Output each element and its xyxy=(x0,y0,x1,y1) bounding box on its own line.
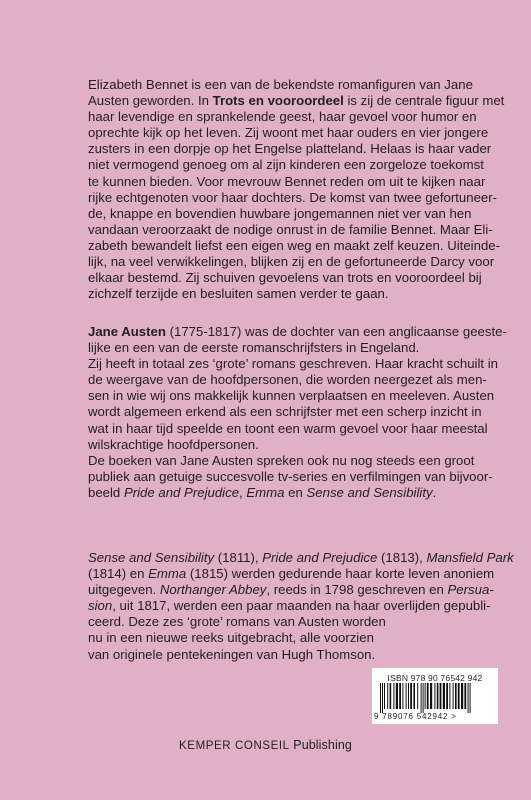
text-line: lijke en een van de eerste romanschrijfsters in Engeland. xyxy=(88,340,420,356)
barcode-bar xyxy=(417,683,418,709)
text-line: de, knappe en bovendien huwbare jongemannen niet ver van hen xyxy=(88,205,472,221)
barcode-bar xyxy=(382,683,383,713)
barcode-bar xyxy=(380,683,381,713)
barcode-bar xyxy=(384,683,385,709)
text-line: zusters in een dorpje op het Engelse platteland. Helaas is haar vader xyxy=(88,141,492,157)
barcode-bar xyxy=(468,683,469,713)
barcode-bars xyxy=(380,683,488,713)
bold-text: Jane Austen xyxy=(88,324,166,339)
text-line: rijke echtgenoten voor haar dochters. De komst van twee gefortuneer- xyxy=(88,189,498,205)
barcode-bar xyxy=(390,683,392,709)
text-line: zabeth bewandelt liefst een eigen weg en maakt zelf keuzen. Uiteinde- xyxy=(88,237,500,253)
text-line: beeld Pride and Prejudice, Emma en Sense and Sensibility. xyxy=(88,484,437,500)
text-line: haar levendige en sprankelende geest, haar gevoel voor humor en xyxy=(88,109,477,125)
italic-text: Persua- xyxy=(447,582,494,598)
barcode-bar xyxy=(461,683,463,709)
text-line: sen in wie wij ons makkelijk kunnen verplaatsen en meeleven. Austen xyxy=(88,388,495,404)
text-line: Sense and Sensibility (1811), Pride and Prejudice (1813), Mansfield Park xyxy=(88,550,514,565)
text-line: (1814) en Emma (1815) werden gedurende haar korte leven anoniem xyxy=(88,566,495,582)
author-bio-paragraph xyxy=(88,324,508,501)
barcode-bar xyxy=(453,683,454,709)
text-line: van originele pentekeningen van Hugh Thomson. xyxy=(88,646,376,662)
synopsis-paragraph xyxy=(88,77,508,302)
text-line: zichzelf terzijde en besluiten samen verder te gaan. xyxy=(88,286,389,302)
barcode-bar xyxy=(449,683,450,709)
barcode-bar xyxy=(408,683,409,709)
isbn-barcode xyxy=(372,668,498,724)
barcode-bar xyxy=(434,683,435,709)
barcode-bar xyxy=(458,683,460,709)
text-line: Zij heeft in totaal zes ‘grote’ romans geschreven. Haar kracht schuilt in xyxy=(88,356,498,372)
barcode-bar xyxy=(425,683,426,709)
isbn-label: ISBN 978 90 76542 942 xyxy=(387,673,483,683)
text-line: wilskrachtige hoofdpersonen. xyxy=(88,436,259,452)
italic-text: Pride and Prejudice xyxy=(262,550,378,565)
text-line: Austen geworden. In Trots en vooroordeel is zij de centrale figuur met xyxy=(88,93,505,109)
barcode-digits: 9 789076 542942 > xyxy=(374,712,457,721)
barcode-bar xyxy=(430,683,432,709)
italic-text: Pride and Prejudice xyxy=(123,484,240,500)
italic-text: Sense and Sensibility xyxy=(306,484,433,500)
barcode-bar xyxy=(423,683,424,713)
barcode-bar xyxy=(464,683,466,709)
publisher-imprint xyxy=(0,738,531,752)
text-line: wordt algemeen erkend als een schrijfster met een scherp inzicht in xyxy=(88,404,482,420)
barcode-bar xyxy=(393,683,394,709)
barcode-bar xyxy=(455,683,457,709)
text-line: nu in een nieuwe reeks uitgebracht, alle voorzien xyxy=(88,630,374,646)
text-line: Elizabeth Bennet is een van de bekendste romanfiguren van Jane xyxy=(88,77,473,92)
text-line: oprechte kijk op het leven. Zij woont met haar ouders en vier jongere xyxy=(88,125,489,141)
barcode-bar xyxy=(399,683,401,709)
text-line: elkaar bestemd. Zij schuiven gevoelens van trots en vooroordeel bij xyxy=(88,270,482,286)
text-line: Jane Austen (1775-1817) was de dochter van een anglicaanse geeste- xyxy=(88,324,507,339)
text-line: uitgegeven. Northanger Abbey, reeds in 1798 geschreven en Persua- xyxy=(88,582,494,598)
text-line: ceerd. Deze zes ‘grote’ romans van Austen worden xyxy=(88,614,386,630)
barcode-bar xyxy=(406,683,407,709)
text-line: vandaan veroorzaakt de nodige onrust in de familie Bennet. Maar Eli- xyxy=(88,221,493,237)
italic-text: Sense and Sensibility xyxy=(88,550,215,565)
text-line: lijk, na veel verwikkelingen, blijken zij en de gefortuneerde Darcy voor xyxy=(88,254,495,270)
italic-text: sion xyxy=(88,598,113,614)
barcode-bar xyxy=(440,683,442,709)
italic-text: Emma xyxy=(148,566,187,582)
bibliography-paragraph xyxy=(88,550,514,663)
text-line: De boeken van Jane Austen spreken ook nu nog steeds een groot xyxy=(88,452,475,468)
barcode-bar xyxy=(421,683,422,713)
barcode-bar xyxy=(443,683,445,709)
italic-text: Mansfield Park xyxy=(426,550,514,565)
barcode-bar xyxy=(437,683,439,709)
barcode-bar xyxy=(387,683,388,709)
text-line: publiek aan getuige succesvolle tv-series en verfilmingen van bijvoor- xyxy=(88,468,493,484)
barcode-bar xyxy=(427,683,429,709)
text-line: sion, uit 1817, werden een paar maanden na haar overlijden gepubli- xyxy=(88,598,491,614)
italic-text: Emma xyxy=(246,484,285,500)
barcode-bar xyxy=(470,683,471,713)
barcode-bar xyxy=(396,683,398,709)
barcode-bar xyxy=(410,683,412,709)
text-line: niet vermogend genoeg om al zijn kinderen een zorgeloze toekomst xyxy=(88,157,484,173)
italic-text: Northanger Abbey xyxy=(159,582,267,598)
text-line: de weergave van de hoofdpersonen, die worden neergezet als men- xyxy=(88,372,487,388)
barcode-bar xyxy=(413,683,415,709)
bold-text: Trots en vooroordeel xyxy=(212,93,344,109)
text-line: wat in haar tijd speelde en toont een warm gevoel voor haar meestal xyxy=(88,420,488,436)
barcode-bar xyxy=(446,683,448,709)
barcode-bar xyxy=(402,683,403,709)
text-line: te kunnen bieden. Voor mevrouw Bennet reden om uit te kijken naar xyxy=(88,173,486,189)
publisher-suffix: Publishing xyxy=(289,738,352,752)
publisher-name: KEMPER CONSEIL xyxy=(179,740,290,752)
